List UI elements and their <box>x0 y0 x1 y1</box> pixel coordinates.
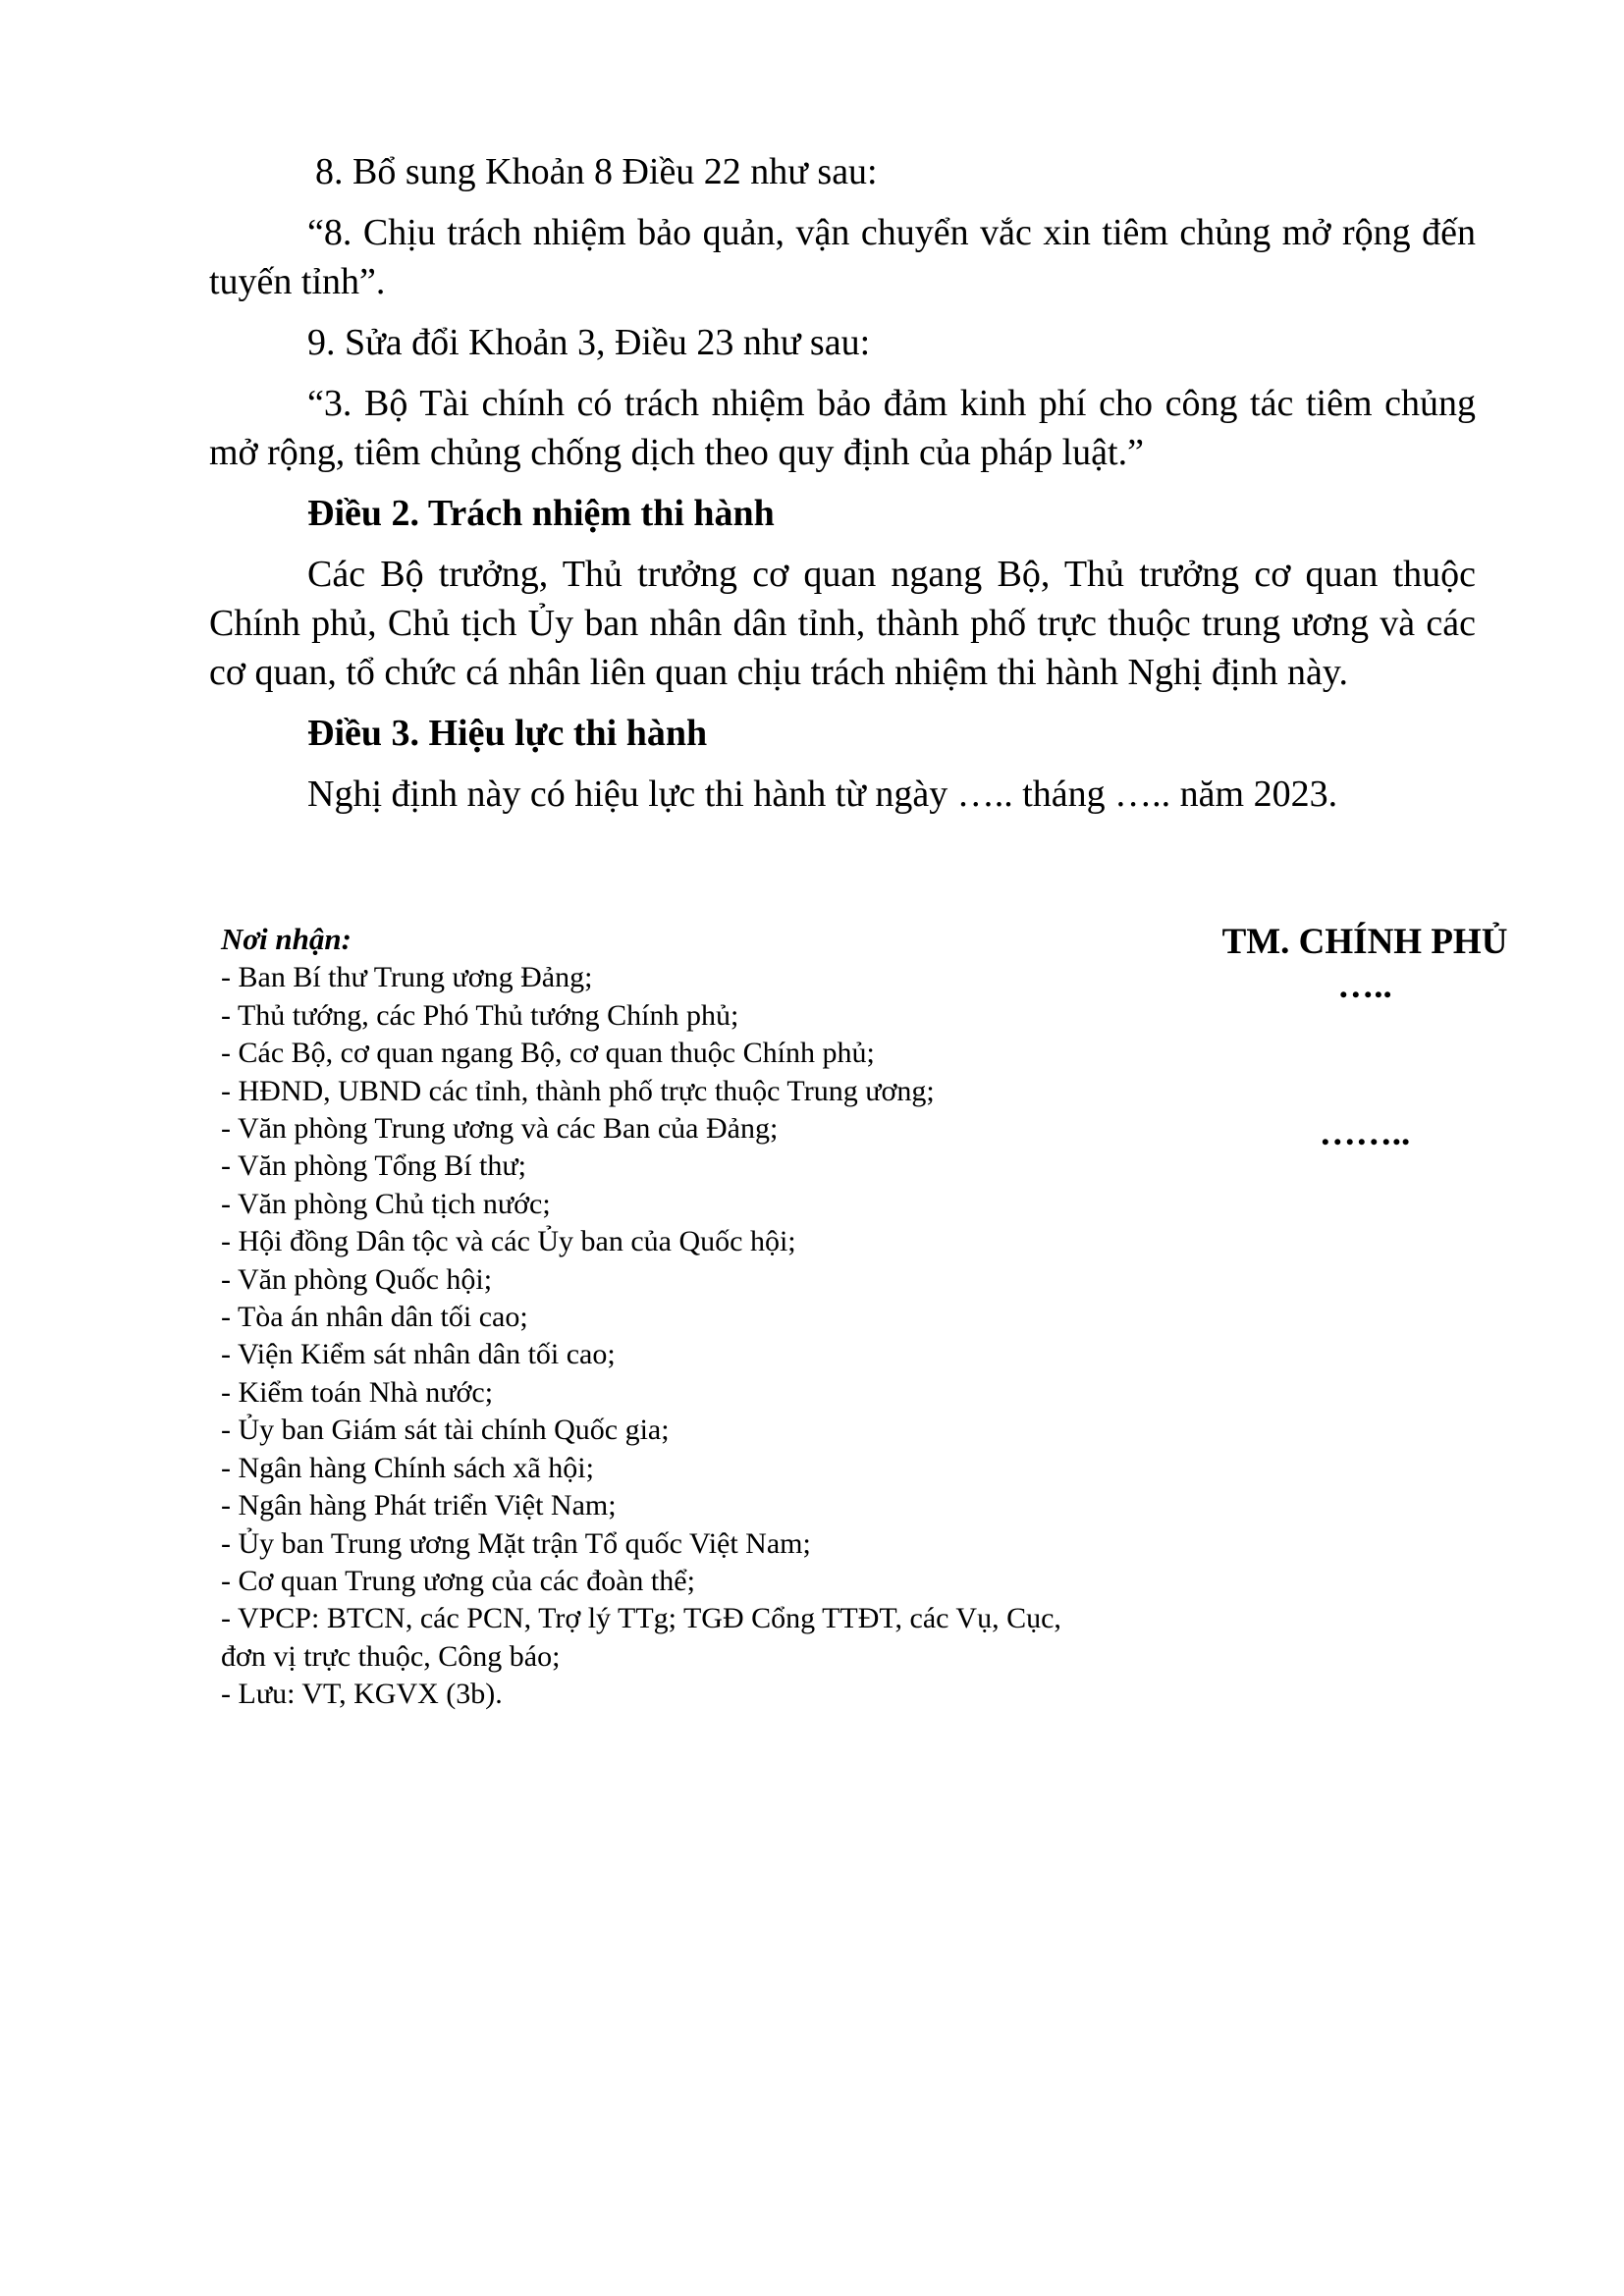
recipient-item: - Hội đồng Dân tộc và các Ủy ban của Quốc hội; <box>221 1225 796 1258</box>
signature-organization: TM. CHÍNH PHỦ <box>1221 922 1508 962</box>
recipient-item: - Ngân hàng Phát triển Việt Nam; <box>221 1489 617 1522</box>
heading-article-2: Điều 2. Trách nhiệm thi hành <box>307 493 775 534</box>
recipient-item: - Tòa án nhân dân tối cao; <box>221 1301 528 1334</box>
recipient-item: - Thủ tướng, các Phó Thủ tướng Chính phủ; <box>221 998 739 1032</box>
document-body <box>209 147 1476 830</box>
recipient-item: - Cơ quan Trung ương của các đoàn thể; <box>221 1564 695 1597</box>
paragraph-article-3-content: Nghị định này có hiệu lực thi hành từ ngày ….. tháng ….. năm 2023. <box>307 774 1338 815</box>
paragraph-clause-8-content: “8. Chịu trách nhiệm bảo quản, vận chuyển vắc xin tiêm chủng mở rộng đến tuyến tỉnh”. <box>209 212 1476 302</box>
recipient-item: - Viện Kiểm sát nhân dân tối cao; <box>221 1338 616 1371</box>
recipient-item: - Các Bộ, cơ quan ngang Bộ, cơ quan thuộc Chính phủ; <box>221 1037 875 1070</box>
signature-position-placeholder: ….. <box>1337 966 1392 1006</box>
paragraph-article-2-content: Các Bộ trưởng, Thủ trưởng cơ quan ngang Bộ, Thủ trưởng cơ quan thuộc Chính phủ, Chủ tịch Ủy ban nhân dân tỉnh, thành phố trực thuộc trung ương và các cơ quan, tổ chức cá nhân liên quan chịu trách nhiệm thi hành Nghị định này. <box>209 554 1476 693</box>
recipient-item: - Văn phòng Chủ tịch nước; <box>221 1187 551 1220</box>
recipient-item: - HĐND, UBND các tỉnh, thành phố trực thuộc Trung ương; <box>221 1074 935 1107</box>
signature-block <box>1159 918 1571 1153</box>
recipient-item: - Ngân hàng Chính sách xã hội; <box>221 1451 594 1484</box>
recipient-item: - Lưu: VT, KGVX (3b). <box>221 1678 503 1711</box>
recipient-item: - Ban Bí thư Trung ương Đảng; <box>221 961 593 994</box>
signature-name-placeholder: …….. <box>1319 1113 1411 1153</box>
paragraph-clause-9-content: “3. Bộ Tài chính có trách nhiệm bảo đảm kinh phí cho công tác tiêm chủng mở rộng, tiêm chủng chống dịch theo quy định của pháp luật.” <box>209 383 1476 473</box>
recipient-item: - Văn phòng Tổng Bí thư; <box>221 1149 526 1183</box>
recipient-item: - Văn phòng Trung ương và các Ban của Đảng; <box>221 1112 779 1146</box>
recipient-item: - VPCP: BTCN, các PCN, Trợ lý TTg; TGĐ Cổng TTĐT, các Vụ, Cục, đơn vị trực thuộc, Công báo; <box>221 1602 1061 1673</box>
paragraph-clause-8: 8. Bổ sung Khoản 8 Điều 22 như sau: <box>315 151 878 192</box>
paragraph-clause-9: 9. Sửa đổi Khoản 3, Điều 23 như sau: <box>307 322 871 363</box>
recipient-item: - Ủy ban Trung ương Mặt trận Tổ quốc Việt Nam; <box>221 1526 811 1560</box>
recipients-title: Nơi nhận: <box>221 922 352 956</box>
recipients-list <box>221 921 1085 1714</box>
recipient-item: - Văn phòng Quốc hội; <box>221 1262 493 1296</box>
recipient-item: - Kiểm toán Nhà nước; <box>221 1375 494 1409</box>
recipient-item: - Ủy ban Giám sát tài chính Quốc gia; <box>221 1414 670 1447</box>
heading-article-3: Điều 3. Hiệu lực thi hành <box>307 713 708 754</box>
